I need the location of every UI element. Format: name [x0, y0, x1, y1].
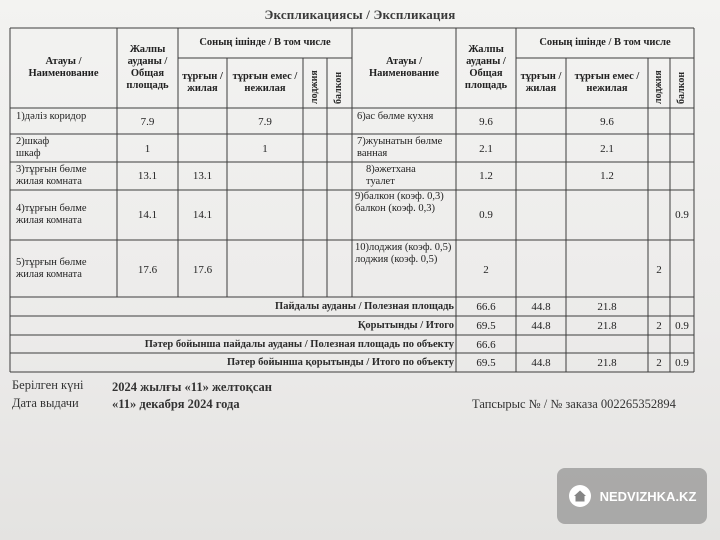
- total-value: 69.5: [476, 357, 496, 369]
- total-loggia: 2: [656, 357, 662, 369]
- header-name-right: Атауы / Наименование: [369, 56, 439, 79]
- total-value: 66.6: [476, 339, 496, 351]
- watermark-badge: [557, 468, 707, 524]
- total-value: 66.6: [476, 301, 496, 313]
- row-living: 17.6: [192, 264, 213, 276]
- issued-kz-label: Берілген күні: [12, 378, 84, 392]
- header-name: Атауы / Наименование: [28, 56, 99, 79]
- header-total-area-right: Жалпы ауданы / Общая площадь: [464, 44, 508, 91]
- row-name: 2)шкаф шкаф: [16, 136, 50, 159]
- row-total: 2: [483, 264, 489, 276]
- row-total: 7.9: [140, 116, 155, 128]
- row-total: 1: [144, 143, 151, 155]
- row-nonliving: 9.6: [600, 116, 614, 128]
- issued-ru-label: Дата выдачи: [12, 396, 79, 410]
- total-value: 69.5: [476, 320, 496, 332]
- total-label: Пайдалы ауданы / Полезная площадь: [275, 301, 454, 312]
- row-name: 8)әжетхана туалет: [366, 164, 416, 187]
- total-nonliving: 21.8: [597, 301, 617, 313]
- row-living: 13.1: [192, 170, 213, 182]
- row-name: 4)тұрғын бөлме жилая комната: [16, 203, 87, 226]
- row-nonliving: 1: [262, 143, 268, 155]
- header-total-area: Жалпы ауданы / Общая площадь: [126, 44, 169, 91]
- issued-kz-value: 2024 жылғы «11» желтоқсан: [112, 380, 272, 394]
- total-nonliving: 21.8: [597, 320, 617, 332]
- row-total: 17.6: [137, 264, 158, 276]
- order-number: Тапсырыс № / № заказа 002265352894: [472, 397, 676, 411]
- issued-ru-value: «11» декабря 2024 года: [112, 397, 240, 411]
- total-label: Пәтер бойынша қорытынды / Итого по объекту: [226, 357, 454, 368]
- total-living: 44.8: [531, 357, 551, 369]
- row-nonliving: 1.2: [600, 170, 614, 182]
- total-label: Пәтер бойынша пайдалы ауданы / Полезная площадь по объекту: [144, 339, 454, 350]
- header-nonliving-right: тұрғын емес / нежилая: [574, 71, 640, 94]
- header-loggia-right: лоджия: [653, 70, 664, 104]
- row-name: 9)балкон (коэф. 0,3) балкон (коэф. 0,3): [355, 191, 444, 214]
- row-total: 1.2: [479, 170, 493, 182]
- row-name: 10)лоджия (коэф. 0,5) лоджия (коэф. 0,5): [355, 242, 452, 265]
- header-of-which: Соның ішінде / В том числе: [199, 37, 331, 48]
- watermark-text: NEDVIZHKA.KZ: [599, 488, 697, 504]
- row-name: 7)жуынатын бөлме ванная: [357, 136, 443, 159]
- total-balcony: 0.9: [675, 357, 689, 369]
- total-living: 44.8: [531, 301, 551, 313]
- row-total: 14.1: [137, 209, 158, 221]
- row-total: 13.1: [137, 170, 158, 182]
- row-loggia: 2: [656, 264, 662, 276]
- row-total: 0.9: [479, 209, 493, 221]
- total-living: 44.8: [531, 320, 551, 332]
- house-icon: [568, 484, 592, 508]
- header-loggia: лоджия: [309, 70, 320, 104]
- total-nonliving: 21.8: [597, 357, 617, 369]
- row-name: 3)тұрғын бөлме жилая комната: [16, 164, 87, 187]
- header-balcony-right: балкон: [676, 71, 687, 104]
- row-nonliving: 7.9: [258, 116, 272, 128]
- row-name: 1)дәліз коридор: [16, 111, 87, 122]
- page-title: Экспликациясы / Экспликация: [264, 7, 456, 22]
- total-balcony: 0.9: [675, 320, 689, 332]
- row-total: 2.1: [479, 143, 493, 155]
- header-living-right: тұрғын / жилая: [520, 71, 562, 94]
- row-name: 6)ас бөлме кухня: [357, 111, 434, 122]
- header-balcony: балкон: [333, 71, 344, 104]
- total-label: Қорытынды / Итого: [357, 320, 454, 331]
- total-loggia: 2: [656, 320, 662, 332]
- row-nonliving: 2.1: [600, 143, 614, 155]
- header-nonliving: тұрғын емес / нежилая: [232, 71, 298, 94]
- row-name: 5)тұрғын бөлме жилая комната: [16, 257, 87, 280]
- header-living: тұрғын / жилая: [182, 71, 223, 94]
- row-total: 9.6: [479, 116, 493, 128]
- header-of-which-right: Соның ішінде / В том числе: [539, 37, 671, 48]
- row-balcony: 0.9: [675, 209, 689, 221]
- row-living: 14.1: [192, 209, 213, 221]
